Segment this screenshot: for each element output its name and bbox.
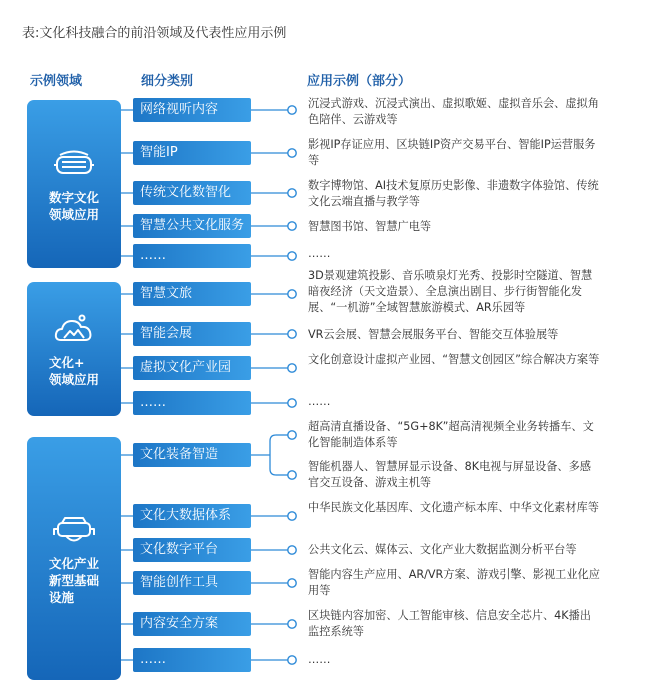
category-smart-tourism: 智慧文旅 bbox=[133, 282, 251, 306]
category-equipment: 文化装备智造 bbox=[133, 443, 251, 467]
category-content-security: 内容安全方案 bbox=[133, 612, 251, 636]
domain-digital-culture bbox=[27, 100, 121, 268]
category-public-culture: 智慧公共文化服务 bbox=[133, 214, 251, 238]
category-more: …… bbox=[133, 244, 251, 268]
app-text: 文化创意设计虚拟产业园、“智慧文创园区”综合解决方案等 bbox=[308, 353, 600, 366]
category-big-data: 文化大数据体系 bbox=[133, 504, 251, 528]
domain-label: 数字文化 领域应用 bbox=[48, 190, 99, 222]
category-traditional-culture: 传统文化数智化 bbox=[133, 181, 251, 205]
app-text: 3D景观建筑投影、音乐喷泉灯光秀、投影时空隧道、智慧暗夜经济（天文造景）、全息演出剧目、步行街智能化发展、“一机游”全域智慧旅游模式、AR乐园等 bbox=[308, 269, 593, 314]
domain-label: 文化产业 新型基础 设施 bbox=[48, 556, 99, 605]
category-network-av: 网络视听内容 bbox=[133, 98, 251, 122]
app-text: 区块链内容加密、人工智能审核、信息安全芯片、4K播出监控系统等 bbox=[308, 609, 591, 638]
app-text: 智慧图书馆、智慧广电等 bbox=[308, 220, 432, 233]
domain-label: 文化+ 领域应用 bbox=[48, 355, 99, 387]
app-text: 影视IP存证应用、区块链IP资产交易平台、智能IP运营服务等 bbox=[308, 138, 596, 167]
app-text: …… bbox=[308, 247, 331, 260]
cloud-landscape-icon bbox=[52, 310, 96, 348]
app-text: 沉浸式游戏、沉浸式演出、虚拟歌姬、虚拟音乐会、虚拟角色陪伴、云游戏等 bbox=[308, 97, 599, 126]
header-category: 细分类别 bbox=[141, 74, 194, 89]
app-text: VR云会展、智慧会展服务平台、智能交互体验展等 bbox=[308, 328, 559, 341]
category-digital-platform: 文化数字平台 bbox=[133, 538, 251, 562]
app-text: 超高清直播设备、“5G+8K”超高清视频全业务转播车、文化智能制造体系等 bbox=[308, 420, 594, 449]
category-creation-tools: 智能创作工具 bbox=[133, 571, 251, 595]
figure-title: 表:文化科技融合的前沿领域及代表性应用示例 bbox=[22, 26, 287, 41]
category-smart-ip: 智能IP bbox=[133, 141, 251, 165]
vr-glasses-icon bbox=[52, 511, 96, 549]
category-more: …… bbox=[133, 648, 251, 672]
vr-headset-icon bbox=[52, 145, 96, 183]
app-text: 智能机器人、智慧屏显示设备、8K电视与屏显设备、多感官交互设备、游戏主机等 bbox=[308, 460, 591, 489]
app-text: 数字博物馆、AI技术复原历史影像、非遗数字体验馆、传统文化云端直播与教学等 bbox=[308, 179, 599, 208]
app-text: …… bbox=[308, 395, 331, 408]
app-text: 中华民族文化基因库、文化遗产标本库、中华文化素材库等 bbox=[308, 501, 599, 514]
domain-culture-plus bbox=[27, 282, 121, 416]
header-domain: 示例领域 bbox=[30, 74, 83, 89]
category-virtual-park: 虚拟文化产业园 bbox=[133, 356, 251, 380]
domain-new-infrastructure bbox=[27, 437, 121, 680]
app-text: 智能内容生产应用、AR/VR方案、游戏引擎、影视工业化应用等 bbox=[308, 568, 600, 597]
category-smart-exhibition: 智能会展 bbox=[133, 322, 251, 346]
app-text: …… bbox=[308, 653, 331, 666]
category-more: …… bbox=[133, 391, 251, 415]
header-application: 应用示例（部分） bbox=[307, 74, 412, 89]
app-text: 公共文化云、媒体云、文化产业大数据监测分析平台等 bbox=[308, 543, 577, 556]
